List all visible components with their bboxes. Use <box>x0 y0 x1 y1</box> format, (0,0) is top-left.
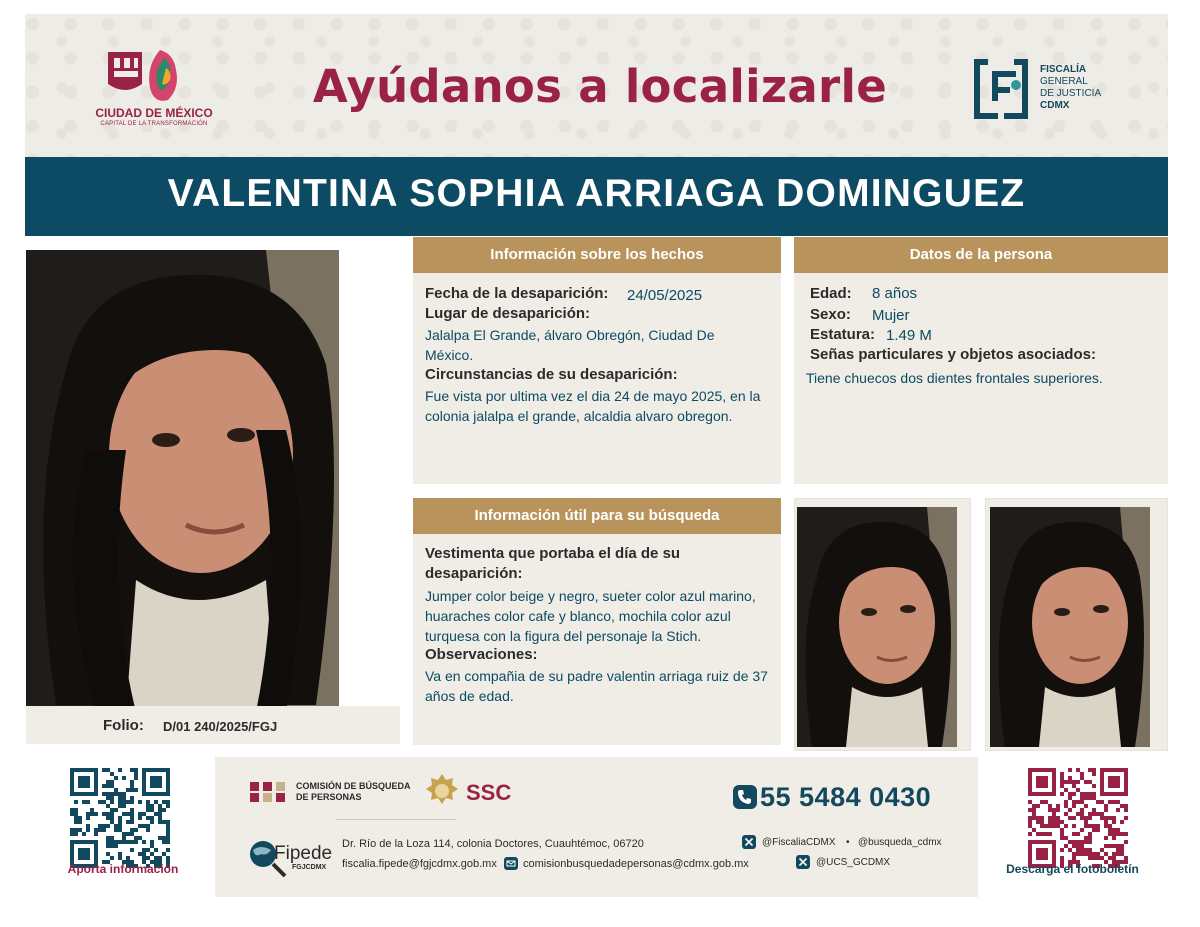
email-fipede[interactable]: fiscalia.fipede@fgjcdmx.gob.mx <box>342 858 497 870</box>
observaciones-label: Observaciones: <box>425 646 538 663</box>
headline: Ayúdanos a localizarle <box>312 60 888 113</box>
org-left-subtitle: CAPITAL DE LA TRANSFORMACIÓN <box>100 121 208 127</box>
org-right-line: FISCALÍA <box>1040 64 1087 75</box>
comision-text <box>296 781 411 803</box>
x-social-icon <box>742 835 756 849</box>
address: Dr. Río de la Loza 114, colonia Doctores, Cuauhtémoc, 06720 <box>342 838 644 850</box>
qr-code-left[interactable] <box>70 768 170 868</box>
footer-panel <box>215 757 978 897</box>
circunstancias-label: Circunstancias de su desaparición: <box>425 366 678 383</box>
photo-small-1-frame <box>794 498 971 751</box>
observaciones-value: Va en compañia de su padre valentin arriaga ruiz de 37 años de edad. <box>425 668 768 704</box>
person-photo-small-1 <box>797 507 957 747</box>
photo-small-2-frame <box>985 498 1168 751</box>
edad-label: Edad: <box>810 285 852 302</box>
circunstancias-value: Fue vista por ultima vez el dia 24 de mayo 2025, en la colonia jalalpa el grande, alcaldia alvaro obregon. <box>425 388 761 424</box>
person-photo <box>26 250 339 712</box>
phone-number[interactable]: 55 5484 0430 <box>760 782 932 812</box>
ssc-badge-icon <box>424 772 460 810</box>
qr-left-caption: Aporta información <box>67 862 179 876</box>
phone-icon <box>733 785 757 809</box>
org-left-name: CIUDAD DE MÉXICO <box>95 106 213 120</box>
fgj-logo-icon <box>970 55 1032 123</box>
x-social-icon <box>796 855 810 869</box>
estatura-label: Estatura: <box>810 326 876 343</box>
social-handle-busqueda[interactable]: @busqueda_cdmx <box>858 837 942 848</box>
senas-value: Tiene chuecos dos dientes frontales superiores. <box>806 370 1103 386</box>
org-right-line: GENERAL <box>1040 76 1088 87</box>
comision-logo-icon <box>250 780 290 804</box>
fecha-value: 24/05/2025 <box>627 287 703 304</box>
comision-line: COMISIÓN DE BÚSQUEDA <box>296 781 411 791</box>
email-icon <box>504 857 518 870</box>
qr-right-caption: Descarga el fotoboletín <box>1006 862 1139 876</box>
panel-datos-title: Datos de la persona <box>794 237 1168 273</box>
vestimenta-label: Vestimenta que portaba el día de su desaparición: <box>425 545 681 582</box>
person-photo-small-2 <box>988 507 1152 747</box>
ssc-text: SSC <box>466 780 512 805</box>
fipede-sub: FGJCDMX <box>292 864 327 871</box>
org-right-text <box>1040 64 1150 112</box>
panel-hechos-title: Información sobre los hechos <box>413 237 781 273</box>
comision-line: DE PERSONAS <box>296 792 362 802</box>
vestimenta-value: Jumper color beige y negro, sueter color azul marino, huaraches color cafe y blanco, mochila color azul turquesa con la figura del personaje la Stich. <box>425 588 756 644</box>
sexo-value: Mujer <box>872 307 910 324</box>
lugar-label: Lugar de desaparición: <box>425 305 591 322</box>
estatura-value: 1.49 M <box>886 327 932 344</box>
folio-label: Folio: <box>103 717 144 734</box>
fecha-label: Fecha de la desaparición: <box>425 285 609 302</box>
social-handle-fiscalia[interactable]: @FiscaliaCDMX <box>762 837 836 848</box>
sexo-label: Sexo: <box>810 306 851 323</box>
email-comision[interactable]: comisionbusquedadepersonas@cdmx.gob.mx <box>523 858 749 870</box>
footer-divider <box>336 819 456 820</box>
panel-busqueda-title: Información útil para su búsqueda <box>413 498 781 534</box>
qr-code-right[interactable] <box>1028 768 1128 868</box>
senas-label: Señas particulares y objetos asociados: <box>810 346 1096 363</box>
org-right-line: CDMX <box>1040 100 1070 111</box>
person-name: VALENTINA SOPHIA ARRIAGA DOMINGUEZ <box>167 172 1026 215</box>
folio-value: D/01 240/2025/FGJ <box>163 719 278 734</box>
lugar-value: Jalalpa El Grande, álvaro Obregón, Ciudad De México. <box>425 327 715 363</box>
social-handle-ucs[interactable]: @UCS_GCDMX <box>816 857 891 868</box>
edad-value: 8 años <box>872 285 918 302</box>
social-separator: • <box>846 837 850 848</box>
org-right-line: DE JUSTICIA <box>1040 88 1102 99</box>
fipede-text: Fipede <box>274 843 333 864</box>
